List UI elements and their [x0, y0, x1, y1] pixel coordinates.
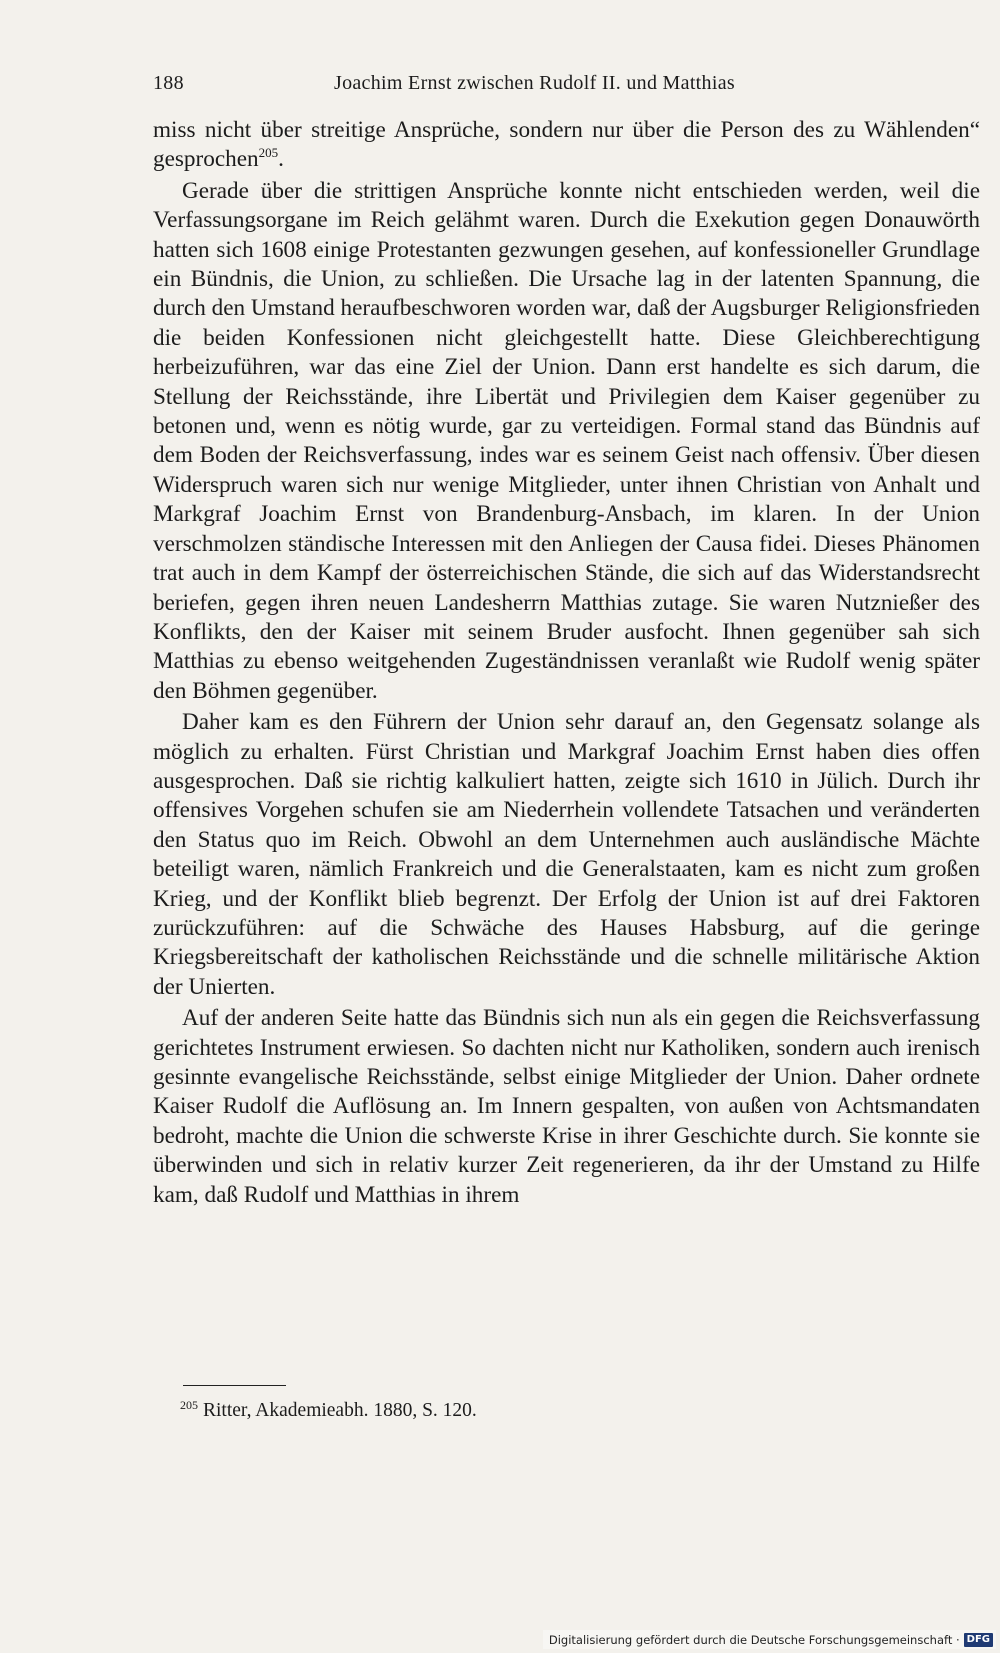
paragraph-1 [153, 116, 980, 175]
digitization-credit [543, 1630, 996, 1649]
page-header [153, 72, 973, 102]
paragraph-3: Daher kam es den Führern der Union sehr darauf an, den Gegensatz solange als möglich zu erhalten. Fürst Christian und Markgraf Joachim Ernst haben dies offen ausgesprochen. Daß sie richtig kalkuliert hatten, zeigte sich 1610 in Jülich. Durch ihr offensives Vorgehen schufen sie am Niederrhein vollendete Tatsachen und veränderten den Status quo im Reich. Obwohl an dem Unternehmen auch ausländische Mächte beteiligt waren, nämlich Frankreich und die Generalstaaten, kam es nicht zum großen Krieg, und der Konflikt blieb begrenzt. Der Erfolg der Union ist auf drei Faktoren zurückzuführen: auf die Schwäche des Hauses Habsburg, auf die geringe Kriegsbereitschaft der katholischen Reichsstände und die schnelle militärische Aktion der Unierten. [153, 709, 980, 1000]
footnote-text: Ritter, Akademieabh. 1880, S. 120. [203, 1400, 477, 1421]
paragraph-4: Auf der anderen Seite hatte das Bündnis sich nun als ein gegen die Reichsverfassung gerichtetes Instrument erwiesen. So dachten nicht nur Katholiken, sondern auch irenisch gesinnte evangelische Reichsstände, selbst einige Mitglieder der Union. Daher ordnete Kaiser Rudolf die Auflösung an. Im Innern gespalten, von außen von Achtsmandaten bedroht, machte die Union die schwerste Krise in ihrer Geschichte durch. Sie konnte sie überwinden und sich in relativ kurzer Zeit regenerieren, da ihr der Umstand zu Hilfe kam, daß Rudolf und Matthias in ihrem [153, 1005, 980, 1208]
body-text [153, 116, 980, 1210]
paragraph-tail: . [278, 146, 284, 173]
footnote-number: 205 [180, 1398, 198, 1412]
running-title: Joachim Ernst zwischen Rudolf II. und Matthias [334, 72, 735, 94]
paragraph-text: miss nicht über streitige Ansprüche, sondern nur über die Person des zu Wählenden“ gesprochen [153, 117, 980, 173]
dfg-logo-icon: DFG [964, 1633, 993, 1647]
footnote [180, 1398, 960, 1424]
page-number: 188 [153, 72, 184, 94]
paragraph-2: Gerade über die strittigen Ansprüche konnte nicht entschieden werden, weil die Verfassungsorgane im Reich gelähmt waren. Durch die Exekution gegen Donauwörth hatten sich 1608 einige Protestanten gezwungen gesehen, auf konfessioneller Grundlage ein Bündnis, die Union, zu schließen. Die Ursache lag in der latenten Spannung, die durch den Umstand heraufbeschworen worden war, daß der Augsburger Religionsfrieden die beiden Konfessionen nicht gleichgestellt hatte. Diese Gleichberechtigung herbeizuführen, war das eine Ziel der Union. Dann erst handelte es sich darum, die Stellung der Reichsstände, ihre Libertät und Privilegien dem Kaiser gegenüber zu betonen und, wenn es nötig wurde, gar zu verteidigen. Formal stand das Bündnis auf dem Boden der Reichsverfassung, indes war es seinem Geist nach offensiv. Über diesen Widerspruch waren sich nur wenige Mitglieder, unter ihnen Christian von Anhalt und Markgraf Joachim Ernst von Brandenburg-Ansbach, im klaren. In der Union verschmolzen ständische Interessen mit den Anliegen der Causa fidei. Dieses Phänomen trat auch in dem Kampf der österreichischen Stände, die sich auf das Widerstandsrecht beriefen, gegen ihren neuen Landesherrn Matthias zutage. Sie waren Nutznießer des Konflikts, den der Kaiser mit seinem Bruder ausfocht. Ihnen gegenüber sah sich Matthias zu ebenso weitgehenden Zugeständnissen veranlaßt wie Rudolf wenig später den Böhmen gegenüber. [153, 177, 980, 704]
footnote-divider [183, 1385, 286, 1386]
credit-text: Digitalisierung gefördert durch die Deutsche Forschungsgemeinschaft · [548, 1632, 960, 1647]
footnote-reference[interactable]: 205 [258, 145, 279, 161]
